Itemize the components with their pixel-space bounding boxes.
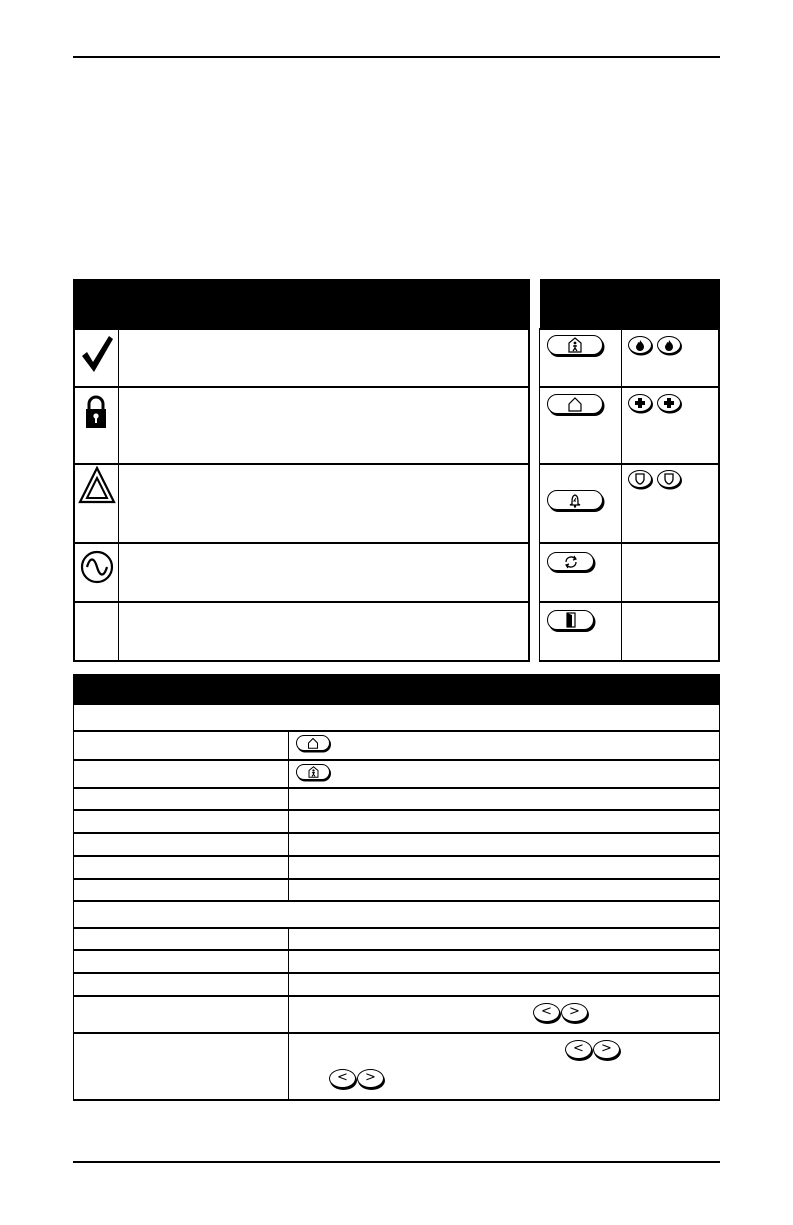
ac-sine-icon [80, 550, 114, 584]
function-keys-header [540, 279, 720, 330]
chime-key[interactable] [547, 490, 603, 510]
panic-shield-icon [664, 473, 674, 485]
away-key[interactable] [547, 335, 603, 355]
scroll-right-button[interactable]: > [561, 1003, 588, 1022]
auxiliary-key-right[interactable] [657, 394, 681, 412]
panic-key-left[interactable] [628, 470, 652, 488]
warning-triangle-icon [78, 466, 116, 506]
reset-arrows-icon [563, 555, 579, 569]
fire-key-left[interactable] [628, 336, 652, 354]
scroll-right-button[interactable]: > [593, 1040, 620, 1059]
away-person-icon [308, 766, 319, 778]
exit-key[interactable] [547, 610, 594, 630]
fire-key-right[interactable] [657, 336, 681, 354]
stay-key-inline [296, 735, 330, 751]
stay-house-icon [307, 737, 319, 749]
chime-bell-icon [568, 492, 582, 508]
fire-flame-icon [635, 339, 645, 351]
checkmark-icon [80, 334, 114, 374]
footer-rule [73, 1161, 720, 1163]
auxiliary-cross-icon [663, 397, 675, 409]
scroll-right-button[interactable]: > [357, 1069, 384, 1088]
panic-key-right[interactable] [657, 470, 681, 488]
padlock-icon [84, 394, 108, 430]
scroll-left-button[interactable]: < [329, 1069, 356, 1088]
away-person-icon [568, 337, 582, 353]
auxiliary-key-left[interactable] [628, 394, 652, 412]
fire-flame-icon [664, 339, 674, 351]
stay-house-icon [567, 396, 583, 412]
status-lights-header [73, 279, 530, 330]
away-key-inline [296, 764, 330, 780]
header-rule [73, 56, 720, 58]
exit-door-icon [564, 612, 578, 628]
quick-reference-header [73, 674, 720, 705]
auxiliary-cross-icon [634, 397, 646, 409]
reset-key[interactable] [547, 552, 594, 571]
scroll-left-button[interactable]: < [565, 1040, 592, 1059]
scroll-left-button[interactable]: < [533, 1003, 560, 1022]
panic-shield-icon [635, 473, 645, 485]
stay-key[interactable] [547, 394, 603, 414]
